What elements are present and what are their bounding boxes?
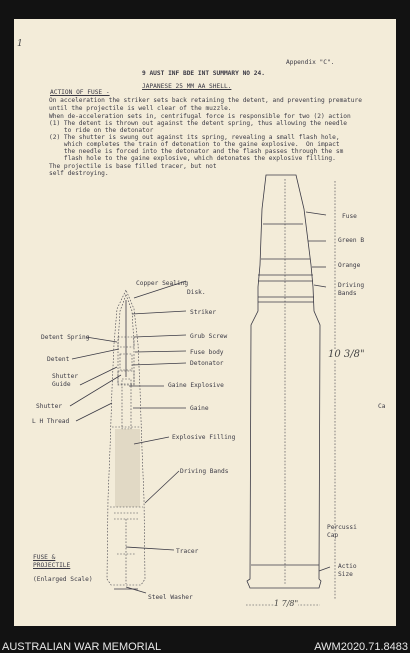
footer-institution: AUSTRALIAN WAR MEMORIAL <box>2 641 162 653</box>
body-line: to ride on the detonator <box>49 127 154 134</box>
archive-footer <box>0 630 410 653</box>
label-copper-sealing: Copper Sealing <box>136 280 189 287</box>
label-gaine-explosive: Gaine Explosive <box>168 382 224 389</box>
label-driving: Driving <box>338 282 365 289</box>
caption-line: PROJECTILE <box>33 562 71 569</box>
label-explosive-filling: Explosive Filling <box>172 434 236 441</box>
shell-drawings <box>14 19 396 626</box>
label-fuse-body: Fuse body <box>190 349 224 356</box>
label-shutter: Shutter <box>36 403 63 410</box>
label-steel-washer: Steel Washer <box>148 594 193 601</box>
body-line: self destroying. <box>49 170 109 177</box>
label-detent-spring: Detent Spring <box>41 334 90 341</box>
body-line: (2) The shutter is swung out against its spring, revealing a small flash hole, <box>49 134 340 141</box>
body-line: (1) The detent is thrown out against the detent spring, thus allowing the needle <box>49 120 348 127</box>
label-percussion: Percussi <box>327 524 357 531</box>
label-lh-thread: L H Thread <box>32 418 70 425</box>
label-striker: Striker <box>190 309 217 316</box>
label-bands: Bands <box>338 290 357 297</box>
body-line: the needle is forced into the detonator and the flash passes through the sm <box>49 148 344 155</box>
document-subtitle: JAPANESE 25 MM AA SHELL. <box>142 83 232 90</box>
body-line: On acceleration the striker sets back retaining the detent, and preventing premature <box>49 97 362 104</box>
corner-mark: 1 <box>17 39 23 49</box>
shell-side-view <box>246 175 335 605</box>
label-action-size: Size <box>338 571 353 578</box>
appendix-label: Appendix "C". <box>286 59 335 66</box>
caption-line: (Enlarged Scale) <box>33 576 93 583</box>
label-fuse: Fuse <box>342 213 357 220</box>
label-shutter-guide: Shutter <box>52 373 79 380</box>
label-case: Ca <box>378 403 386 410</box>
label-detent: Detent <box>47 356 70 363</box>
caption-line: FUSE & <box>33 554 56 561</box>
length-measurement: 10 3/8" <box>328 349 365 360</box>
label-gaine: Gaine <box>190 405 209 412</box>
footer-accession-number: AWM2020.71.8483 <box>314 641 408 653</box>
label-orange: Orange <box>338 262 361 269</box>
label-detonator: Detonator <box>190 360 224 367</box>
body-line: flash hole to the gaine explosive, which detonates the explosive filling. <box>49 155 336 162</box>
body-line: When de-acceleration sets in, centrifugal force is responsible for two (2) action <box>49 113 351 120</box>
width-measurement: 1 7/8" <box>274 599 299 608</box>
body-line: which completes the train of detonation to the gaine explosive. On impact <box>49 141 340 148</box>
label-shutter-guide: Guide <box>52 381 71 388</box>
section-heading: ACTION OF FUSE - <box>50 89 110 96</box>
document-page <box>14 19 396 626</box>
label-tracer: Tracer <box>176 548 199 555</box>
label-percussion: Cap <box>327 532 339 539</box>
document-title: 9 AUST INF BDE INT SUMMARY NO 24. <box>142 70 265 77</box>
label-action-size: Actio <box>338 563 357 570</box>
label-green-band: Green B <box>338 237 365 244</box>
label-grub-screw: Grub Screw <box>190 333 228 340</box>
body-line: until the projectile is well clear of the muzzle. <box>49 105 232 112</box>
label-driving-bands: Driving Bands <box>180 468 229 475</box>
body-line: The projectile is base filled tracer, but not <box>49 163 217 170</box>
label-disk: Disk. <box>187 289 206 296</box>
